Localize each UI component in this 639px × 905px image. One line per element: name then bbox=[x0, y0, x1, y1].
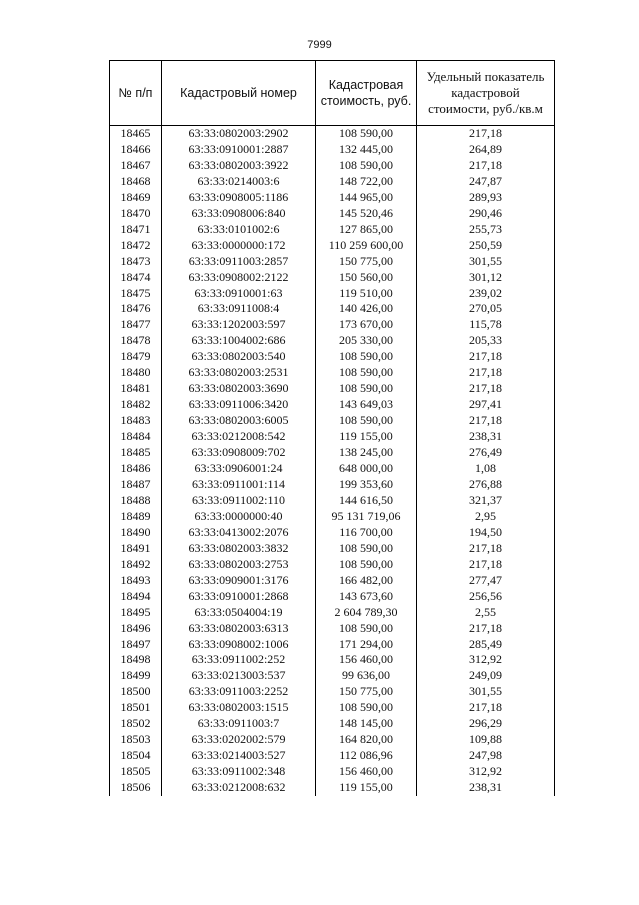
header-cadastral-value: Кадастровая стоимость, руб. bbox=[316, 61, 417, 126]
specific-value: 250,59 bbox=[417, 238, 555, 254]
specific-value: 238,31 bbox=[417, 780, 555, 796]
specific-value: 217,18 bbox=[417, 413, 555, 429]
specific-value: 312,92 bbox=[417, 652, 555, 668]
cadastral-value: 156 460,00 bbox=[316, 764, 417, 780]
cadastral-number: 63:33:0910001:63 bbox=[162, 286, 316, 302]
table-row bbox=[110, 317, 555, 333]
specific-value: 239,02 bbox=[417, 286, 555, 302]
row-number: 18467 bbox=[110, 158, 162, 174]
table-row bbox=[110, 381, 555, 397]
cadastral-value: 148 145,00 bbox=[316, 716, 417, 732]
row-number: 18500 bbox=[110, 684, 162, 700]
cadastral-value: 150 775,00 bbox=[316, 254, 417, 270]
cadastral-value: 108 590,00 bbox=[316, 621, 417, 637]
cadastral-value: 166 482,00 bbox=[316, 573, 417, 589]
specific-value: 217,18 bbox=[417, 557, 555, 573]
cadastral-number: 63:33:1202003:597 bbox=[162, 317, 316, 333]
cadastral-value: 95 131 719,06 bbox=[316, 509, 417, 525]
specific-value: 276,49 bbox=[417, 445, 555, 461]
cadastral-number: 63:33:0802003:6005 bbox=[162, 413, 316, 429]
table-row bbox=[110, 780, 555, 796]
specific-value: 289,93 bbox=[417, 190, 555, 206]
table-row bbox=[110, 493, 555, 509]
cadastral-number: 63:33:0911002:252 bbox=[162, 652, 316, 668]
cadastral-number: 63:33:0908006:840 bbox=[162, 206, 316, 222]
cadastral-number: 63:33:0802003:540 bbox=[162, 349, 316, 365]
row-number: 18491 bbox=[110, 541, 162, 557]
row-number: 18484 bbox=[110, 429, 162, 445]
specific-value: 115,78 bbox=[417, 317, 555, 333]
cadastral-value: 110 259 600,00 bbox=[316, 238, 417, 254]
specific-value: 247,98 bbox=[417, 748, 555, 764]
specific-value: 249,09 bbox=[417, 668, 555, 684]
row-number: 18466 bbox=[110, 142, 162, 158]
specific-value: 321,37 bbox=[417, 493, 555, 509]
cadastral-number: 63:33:0911002:348 bbox=[162, 764, 316, 780]
table-row bbox=[110, 397, 555, 413]
row-number: 18503 bbox=[110, 732, 162, 748]
row-number: 18506 bbox=[110, 780, 162, 796]
table-row bbox=[110, 621, 555, 637]
row-number: 18476 bbox=[110, 301, 162, 317]
cadastral-value: 648 000,00 bbox=[316, 461, 417, 477]
cadastral-number: 63:33:0504004:19 bbox=[162, 605, 316, 621]
cadastral-value: 138 245,00 bbox=[316, 445, 417, 461]
cadastral-value: 119 510,00 bbox=[316, 286, 417, 302]
table-row bbox=[110, 668, 555, 684]
specific-value: 217,18 bbox=[417, 349, 555, 365]
cadastral-value: 119 155,00 bbox=[316, 780, 417, 796]
specific-value: 217,18 bbox=[417, 541, 555, 557]
cadastral-number: 63:33:0000000:172 bbox=[162, 238, 316, 254]
cadastral-table bbox=[109, 60, 555, 796]
specific-value: 205,33 bbox=[417, 333, 555, 349]
row-number: 18498 bbox=[110, 652, 162, 668]
table-row bbox=[110, 270, 555, 286]
specific-value: 270,05 bbox=[417, 301, 555, 317]
specific-value: 276,88 bbox=[417, 477, 555, 493]
cadastral-value: 132 445,00 bbox=[316, 142, 417, 158]
specific-value: 285,49 bbox=[417, 637, 555, 653]
cadastral-value: 140 426,00 bbox=[316, 301, 417, 317]
row-number: 18475 bbox=[110, 286, 162, 302]
table-row bbox=[110, 206, 555, 222]
cadastral-value: 143 649,03 bbox=[316, 397, 417, 413]
cadastral-number: 63:33:0908005:1186 bbox=[162, 190, 316, 206]
row-number: 18473 bbox=[110, 254, 162, 270]
cadastral-number: 63:33:0911008:4 bbox=[162, 301, 316, 317]
specific-value: 301,55 bbox=[417, 684, 555, 700]
cadastral-number: 63:33:0908002:2122 bbox=[162, 270, 316, 286]
cadastral-number: 63:33:0911003:2857 bbox=[162, 254, 316, 270]
row-number: 18469 bbox=[110, 190, 162, 206]
cadastral-number: 63:33:0911003:7 bbox=[162, 716, 316, 732]
table-row bbox=[110, 254, 555, 270]
table-row bbox=[110, 525, 555, 541]
row-number: 18478 bbox=[110, 333, 162, 349]
row-number: 18486 bbox=[110, 461, 162, 477]
cadastral-value: 108 590,00 bbox=[316, 126, 417, 142]
table-row bbox=[110, 589, 555, 605]
cadastral-value: 108 590,00 bbox=[316, 365, 417, 381]
row-number: 18489 bbox=[110, 509, 162, 525]
row-number: 18501 bbox=[110, 700, 162, 716]
specific-value: 296,29 bbox=[417, 716, 555, 732]
cadastral-number: 63:33:0213003:537 bbox=[162, 668, 316, 684]
table-header-row bbox=[110, 61, 555, 126]
cadastral-number: 63:33:0906001:24 bbox=[162, 461, 316, 477]
cadastral-number: 63:33:0802003:3690 bbox=[162, 381, 316, 397]
cadastral-number: 63:33:0910001:2887 bbox=[162, 142, 316, 158]
cadastral-value: 164 820,00 bbox=[316, 732, 417, 748]
specific-value: 297,41 bbox=[417, 397, 555, 413]
row-number: 18465 bbox=[110, 126, 162, 142]
table-row bbox=[110, 477, 555, 493]
cadastral-number: 63:33:0212008:542 bbox=[162, 429, 316, 445]
specific-value: 277,47 bbox=[417, 573, 555, 589]
table-row bbox=[110, 301, 555, 317]
table-row bbox=[110, 429, 555, 445]
table-row bbox=[110, 286, 555, 302]
specific-value: 217,18 bbox=[417, 158, 555, 174]
specific-value: 194,50 bbox=[417, 525, 555, 541]
cadastral-value: 112 086,96 bbox=[316, 748, 417, 764]
cadastral-value: 205 330,00 bbox=[316, 333, 417, 349]
specific-value: 247,87 bbox=[417, 174, 555, 190]
table-row bbox=[110, 413, 555, 429]
row-number: 18490 bbox=[110, 525, 162, 541]
cadastral-value: 108 590,00 bbox=[316, 158, 417, 174]
cadastral-number: 63:33:0911002:110 bbox=[162, 493, 316, 509]
cadastral-value: 119 155,00 bbox=[316, 429, 417, 445]
specific-value: 217,18 bbox=[417, 700, 555, 716]
cadastral-value: 144 965,00 bbox=[316, 190, 417, 206]
row-number: 18502 bbox=[110, 716, 162, 732]
cadastral-value: 2 604 789,30 bbox=[316, 605, 417, 621]
cadastral-number: 63:33:0802003:2753 bbox=[162, 557, 316, 573]
row-number: 18499 bbox=[110, 668, 162, 684]
specific-value: 109,88 bbox=[417, 732, 555, 748]
table-row bbox=[110, 238, 555, 254]
row-number: 18470 bbox=[110, 206, 162, 222]
cadastral-number: 63:33:0802003:2531 bbox=[162, 365, 316, 381]
row-number: 18474 bbox=[110, 270, 162, 286]
page-number: 7999 bbox=[307, 39, 332, 51]
cadastral-number: 63:33:0802003:6313 bbox=[162, 621, 316, 637]
row-number: 18488 bbox=[110, 493, 162, 509]
cadastral-value: 108 590,00 bbox=[316, 381, 417, 397]
row-number: 18472 bbox=[110, 238, 162, 254]
table-row bbox=[110, 573, 555, 589]
table-row bbox=[110, 764, 555, 780]
cadastral-number: 63:33:0202002:579 bbox=[162, 732, 316, 748]
specific-value: 301,12 bbox=[417, 270, 555, 286]
table-row bbox=[110, 541, 555, 557]
table-row bbox=[110, 190, 555, 206]
header-num: № п/п bbox=[110, 61, 162, 126]
table-row bbox=[110, 222, 555, 238]
table-row bbox=[110, 445, 555, 461]
table-body bbox=[110, 126, 555, 797]
row-number: 18496 bbox=[110, 621, 162, 637]
cadastral-number: 63:33:0909001:3176 bbox=[162, 573, 316, 589]
cadastral-value: 108 590,00 bbox=[316, 349, 417, 365]
row-number: 18497 bbox=[110, 637, 162, 653]
cadastral-value: 108 590,00 bbox=[316, 541, 417, 557]
cadastral-value: 171 294,00 bbox=[316, 637, 417, 653]
specific-value: 217,18 bbox=[417, 365, 555, 381]
cadastral-number: 63:33:0101002:6 bbox=[162, 222, 316, 238]
row-number: 18493 bbox=[110, 573, 162, 589]
row-number: 18479 bbox=[110, 349, 162, 365]
row-number: 18481 bbox=[110, 381, 162, 397]
table-row bbox=[110, 174, 555, 190]
table-row bbox=[110, 732, 555, 748]
cadastral-value: 127 865,00 bbox=[316, 222, 417, 238]
cadastral-number: 63:33:0413002:2076 bbox=[162, 525, 316, 541]
table-row bbox=[110, 349, 555, 365]
cadastral-number: 63:33:0910001:2868 bbox=[162, 589, 316, 605]
row-number: 18492 bbox=[110, 557, 162, 573]
row-number: 18487 bbox=[110, 477, 162, 493]
table-row bbox=[110, 461, 555, 477]
cadastral-value: 173 670,00 bbox=[316, 317, 417, 333]
specific-value: 256,56 bbox=[417, 589, 555, 605]
cadastral-value: 145 520,46 bbox=[316, 206, 417, 222]
cadastral-number: 63:33:0214003:527 bbox=[162, 748, 316, 764]
specific-value: 2,55 bbox=[417, 605, 555, 621]
table-row bbox=[110, 557, 555, 573]
cadastral-number: 63:33:0908002:1006 bbox=[162, 637, 316, 653]
cadastral-value: 116 700,00 bbox=[316, 525, 417, 541]
table-row bbox=[110, 142, 555, 158]
row-number: 18505 bbox=[110, 764, 162, 780]
table-row bbox=[110, 365, 555, 381]
cadastral-number: 63:33:0908009:702 bbox=[162, 445, 316, 461]
cadastral-number: 63:33:0802003:2902 bbox=[162, 126, 316, 142]
cadastral-number: 63:33:0802003:3832 bbox=[162, 541, 316, 557]
cadastral-value: 108 590,00 bbox=[316, 557, 417, 573]
cadastral-value: 108 590,00 bbox=[316, 413, 417, 429]
cadastral-number: 63:33:0911006:3420 bbox=[162, 397, 316, 413]
cadastral-value: 108 590,00 bbox=[316, 700, 417, 716]
table-row bbox=[110, 333, 555, 349]
specific-value: 238,31 bbox=[417, 429, 555, 445]
table-row bbox=[110, 158, 555, 174]
table-row bbox=[110, 684, 555, 700]
row-number: 18468 bbox=[110, 174, 162, 190]
header-cadastral-number: Кадастровый номер bbox=[162, 61, 316, 126]
header-specific-value: Удельный показатель кадастровой стоимости, руб./кв.м bbox=[417, 61, 555, 126]
row-number: 18482 bbox=[110, 397, 162, 413]
row-number: 18480 bbox=[110, 365, 162, 381]
table-row bbox=[110, 716, 555, 732]
specific-value: 264,89 bbox=[417, 142, 555, 158]
specific-value: 301,55 bbox=[417, 254, 555, 270]
table-row bbox=[110, 748, 555, 764]
cadastral-value: 199 353,60 bbox=[316, 477, 417, 493]
row-number: 18477 bbox=[110, 317, 162, 333]
cadastral-number: 63:33:1004002:686 bbox=[162, 333, 316, 349]
specific-value: 2,95 bbox=[417, 509, 555, 525]
cadastral-number: 63:33:0000000:40 bbox=[162, 509, 316, 525]
table-row bbox=[110, 637, 555, 653]
cadastral-value: 150 560,00 bbox=[316, 270, 417, 286]
specific-value: 312,92 bbox=[417, 764, 555, 780]
cadastral-number: 63:33:0911001:114 bbox=[162, 477, 316, 493]
cadastral-value: 156 460,00 bbox=[316, 652, 417, 668]
specific-value: 255,73 bbox=[417, 222, 555, 238]
cadastral-number: 63:33:0911003:2252 bbox=[162, 684, 316, 700]
cadastral-value: 143 673,60 bbox=[316, 589, 417, 605]
cadastral-value: 144 616,50 bbox=[316, 493, 417, 509]
specific-value: 1,08 bbox=[417, 461, 555, 477]
cadastral-number: 63:33:0802003:3922 bbox=[162, 158, 316, 174]
cadastral-value: 99 636,00 bbox=[316, 668, 417, 684]
row-number: 18471 bbox=[110, 222, 162, 238]
row-number: 18485 bbox=[110, 445, 162, 461]
row-number: 18495 bbox=[110, 605, 162, 621]
row-number: 18504 bbox=[110, 748, 162, 764]
table-row bbox=[110, 509, 555, 525]
cadastral-number: 63:33:0212008:632 bbox=[162, 780, 316, 796]
cadastral-value: 148 722,00 bbox=[316, 174, 417, 190]
specific-value: 290,46 bbox=[417, 206, 555, 222]
specific-value: 217,18 bbox=[417, 126, 555, 142]
table-row bbox=[110, 605, 555, 621]
specific-value: 217,18 bbox=[417, 621, 555, 637]
specific-value: 217,18 bbox=[417, 381, 555, 397]
table-row bbox=[110, 652, 555, 668]
cadastral-value: 150 775,00 bbox=[316, 684, 417, 700]
row-number: 18483 bbox=[110, 413, 162, 429]
table-row bbox=[110, 126, 555, 142]
cadastral-number: 63:33:0214003:6 bbox=[162, 174, 316, 190]
row-number: 18494 bbox=[110, 589, 162, 605]
table-row bbox=[110, 700, 555, 716]
cadastral-number: 63:33:0802003:1515 bbox=[162, 700, 316, 716]
